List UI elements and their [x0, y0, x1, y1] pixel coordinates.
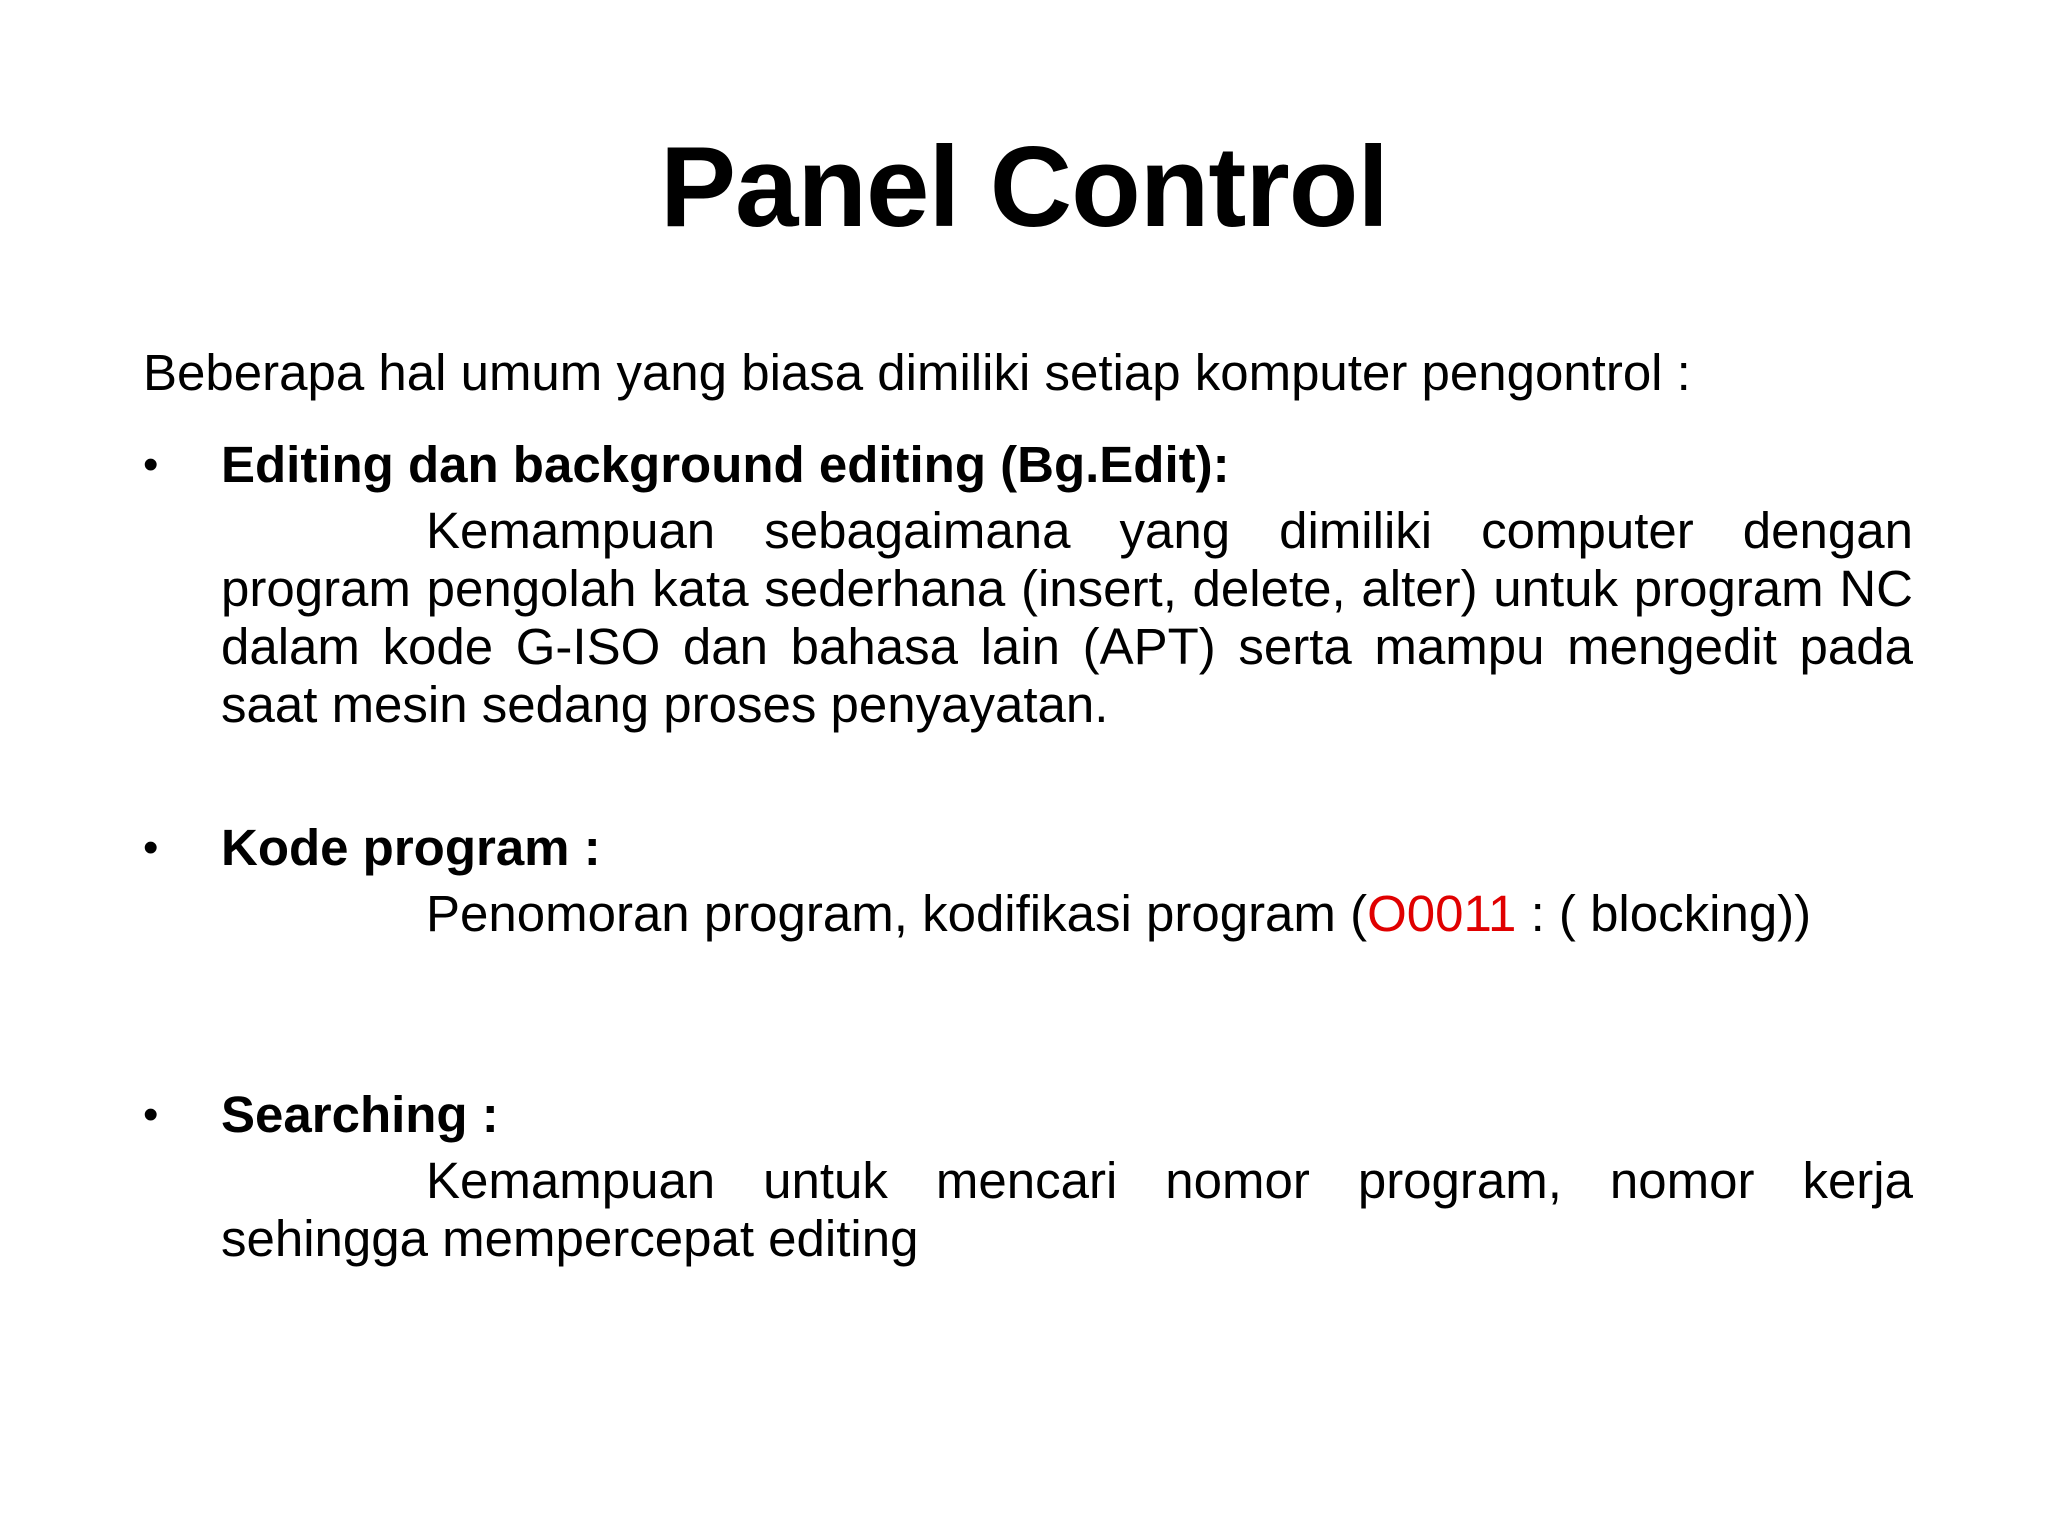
bullet-icon: • — [143, 823, 159, 872]
bullet-icon: • — [143, 1090, 159, 1139]
bullet-body: Kemampuan sebagaimana yang dimiliki computer dengan program pengolah kata sederhana (insert, delete, alter) untuk program NC dalam kode G-ISO dan bahasa lain (APT) serta mampu mengedit pada saat mesin sedang proses penyayatan. — [221, 502, 1913, 733]
bullet-body-text: : ( blocking)) — [1516, 885, 1812, 942]
bullet-heading: Editing dan background editing (Bg.Edit): — [221, 436, 1230, 493]
bullet-body-text: Penomoran program, kodifikasi program ( — [426, 885, 1368, 942]
bullet-heading: Searching : — [221, 1086, 499, 1143]
bullet-body: Kemampuan untuk mencari nomor program, nomor kerja sehingga mempercepat editing — [221, 1152, 1913, 1267]
bullet-body — [221, 885, 1913, 943]
program-code-highlight: O0011 — [1367, 885, 1517, 942]
bullet-heading: Kode program : — [221, 819, 601, 876]
slide-title: Panel Control — [659, 124, 1389, 251]
bullet-icon: • — [143, 440, 159, 489]
intro-text: Beberapa hal umum yang biasa dimiliki setiap komputer pengontrol : — [143, 344, 1691, 401]
